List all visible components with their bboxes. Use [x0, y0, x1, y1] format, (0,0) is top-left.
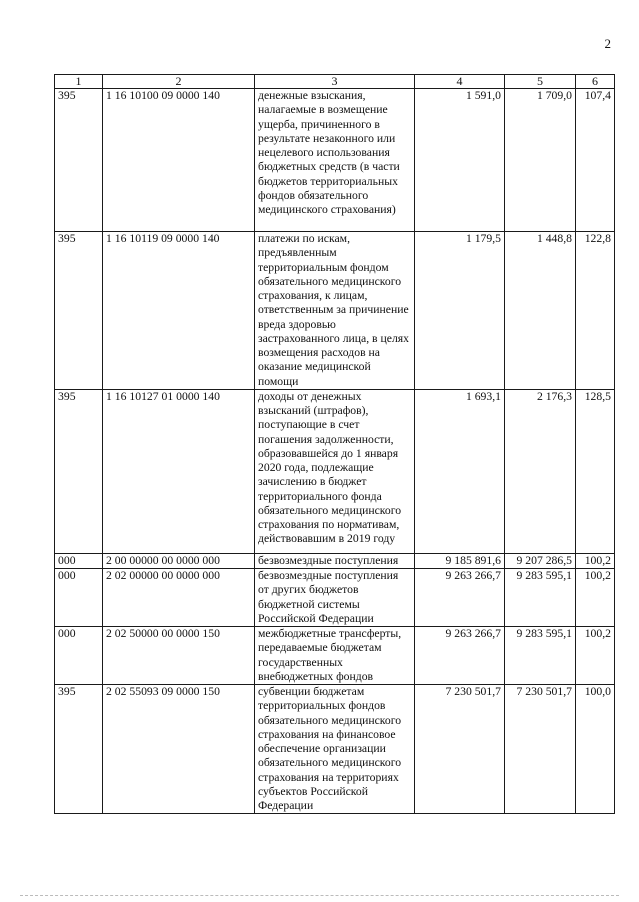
- scan-bottom-edge: [20, 895, 619, 896]
- admin-code-cell: 000: [55, 569, 103, 627]
- revenue-name-cell: безвозмездные поступления от других бюджетов бюджетной системы Российской Федерации: [255, 569, 415, 627]
- planned-amount-cell: 1 591,0: [415, 89, 505, 232]
- budget-class-code-cell: 1 16 10127 01 0000 140: [103, 389, 255, 553]
- percent-cell: 122,8: [576, 232, 615, 390]
- budget-class-code-cell: 1 16 10119 09 0000 140: [103, 232, 255, 390]
- budget-class-code-cell: 2 00 00000 00 0000 000: [103, 553, 255, 568]
- budget-class-code-cell: 2 02 55093 09 0000 150: [103, 685, 255, 814]
- planned-amount-cell: 1 693,1: [415, 389, 505, 553]
- table-row: [55, 627, 615, 685]
- budget-class-code-cell: 1 16 10100 09 0000 140: [103, 89, 255, 232]
- table-row: [55, 232, 615, 390]
- actual-amount-cell: 7 230 501,7: [505, 685, 576, 814]
- planned-amount-cell: 7 230 501,7: [415, 685, 505, 814]
- admin-code-cell: 395: [55, 89, 103, 232]
- header-col-1: 1: [55, 75, 103, 89]
- revenue-name-cell: платежи по искам, предъявленным территориальным фондом обязательного медицинского страхования, к лицам, ответственным за причинение вреда здоровью застрахованного лица, в целях возмещения расходов на оказание медицинской помощи: [255, 232, 415, 390]
- percent-cell: 100,2: [576, 553, 615, 568]
- planned-amount-cell: 9 263 266,7: [415, 569, 505, 627]
- header-col-6: 6: [576, 75, 615, 89]
- actual-amount-cell: 9 283 595,1: [505, 569, 576, 627]
- budget-class-code-cell: 2 02 00000 00 0000 000: [103, 569, 255, 627]
- percent-cell: 100,2: [576, 627, 615, 685]
- header-col-2: 2: [103, 75, 255, 89]
- admin-code-cell: 000: [55, 553, 103, 568]
- actual-amount-cell: 2 176,3: [505, 389, 576, 553]
- percent-cell: 100,2: [576, 569, 615, 627]
- actual-amount-cell: 9 283 595,1: [505, 627, 576, 685]
- revenue-name-cell: денежные взыскания, налагаемые в возмещение ущерба, причиненного в результате незаконного или нецелевого использования бюджетных средств (в части бюджетов территориальных фондов обязательного медицинского страхования): [255, 89, 415, 232]
- revenue-table: [54, 74, 615, 814]
- table-row: [55, 685, 615, 814]
- revenue-name-cell: доходы от денежных взысканий (штрафов), поступающие в счет погашения задолженности, образовавшейся до 1 января 2020 года, подлежащие зачислению в бюджет территориального фонда обязательного медицинского страхования по нормативам, действовавшим в 2019 году: [255, 389, 415, 553]
- revenue-name-cell: безвозмездные поступления: [255, 553, 415, 568]
- table-row: [55, 569, 615, 627]
- admin-code-cell: 000: [55, 627, 103, 685]
- planned-amount-cell: 9 185 891,6: [415, 553, 505, 568]
- percent-cell: 100,0: [576, 685, 615, 814]
- table-row: [55, 89, 615, 232]
- header-col-3: 3: [255, 75, 415, 89]
- actual-amount-cell: 1 709,0: [505, 89, 576, 232]
- budget-class-code-cell: 2 02 50000 00 0000 150: [103, 627, 255, 685]
- actual-amount-cell: 1 448,8: [505, 232, 576, 390]
- table-row: [55, 553, 615, 568]
- planned-amount-cell: 9 263 266,7: [415, 627, 505, 685]
- page-number: 2: [604, 36, 611, 51]
- revenue-name-cell: субвенции бюджетам территориальных фондов обязательного медицинского страхования на финансовое обеспечение организации обязательного медицинского страхования на территориях субъектов Российской Федерации: [255, 685, 415, 814]
- planned-amount-cell: 1 179,5: [415, 232, 505, 390]
- table-header-row: [55, 75, 615, 89]
- admin-code-cell: 395: [55, 685, 103, 814]
- table-row: [55, 389, 615, 553]
- admin-code-cell: 395: [55, 232, 103, 390]
- actual-amount-cell: 9 207 286,5: [505, 553, 576, 568]
- percent-cell: 107,4: [576, 89, 615, 232]
- admin-code-cell: 395: [55, 389, 103, 553]
- header-col-4: 4: [415, 75, 505, 89]
- header-col-5: 5: [505, 75, 576, 89]
- percent-cell: 128,5: [576, 389, 615, 553]
- revenue-name-cell: межбюджетные трансферты, передаваемые бюджетам государственных внебюджетных фондов: [255, 627, 415, 685]
